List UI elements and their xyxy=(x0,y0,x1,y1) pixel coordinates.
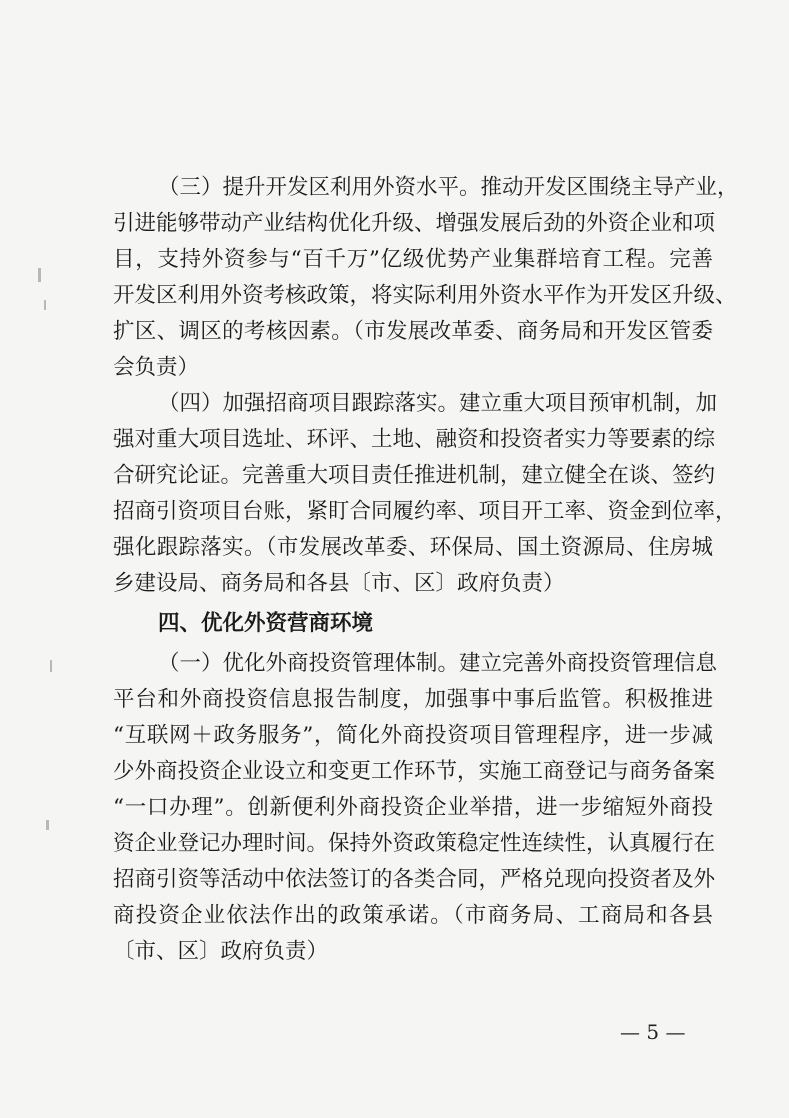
paragraph-line: 引进能够带动产业结构优化升级、增强发展后劲的外资企业和项 xyxy=(113,211,716,236)
paragraph-line: 强化跟踪落实。（市发展改革委、环保局、国土资源局、住房城 xyxy=(113,535,713,560)
paragraph-line: “一口办理”。创新便利外商投资企业举措，进一步缩短外商投 xyxy=(113,795,713,820)
paragraph-line: 开发区利用外资考核政策，将实际利用外资水平作为开发区升级、 xyxy=(113,283,737,308)
paragraph-line: 招商引资等活动中依法签订的各类合同，严格兑现向投资者及外 xyxy=(113,867,716,892)
scan-mark xyxy=(46,820,49,830)
paragraph-line: （三）提升开发区利用外资水平。推动开发区围绕主导产业， xyxy=(158,175,739,200)
paragraph-line: 商投资企业依法作出的政策承诺。（市商务局、工商局和各县 xyxy=(113,903,713,928)
scan-mark xyxy=(38,268,41,282)
paragraph-line: 资企业登记办理时间。保持外资政策稳定性连续性，认真履行在 xyxy=(113,831,716,856)
paragraph-line: （四）加强招商项目跟踪落实。建立重大项目预审机制，加 xyxy=(158,391,718,416)
paragraph-line: 〔市、区〕政府负责） xyxy=(113,939,329,964)
section-heading: 四、优化外资营商环境 xyxy=(158,611,374,636)
paragraph-line: 扩区、调区的考核因素。（市发展改革委、商务局和开发区管委 xyxy=(113,319,713,344)
paragraph-line: 少外商投资企业设立和变更工作环节，实施工商登记与商务备案 xyxy=(113,759,716,784)
page-number: — 5 — xyxy=(620,1020,686,1044)
scan-mark xyxy=(44,300,46,310)
paragraph-line: 合研究论证。完善重大项目责任推进机制，建立健全在谈、签约 xyxy=(113,463,716,488)
paragraph-line: “互联网＋政务服务”，简化外商投资项目管理程序，进一步减 xyxy=(113,723,713,748)
paragraph-line: 平台和外商投资信息报告制度，加强事中事后监管。积极推进 xyxy=(113,687,713,712)
paragraph-line: 乡建设局、商务局和各县〔市、区〕政府负责） xyxy=(113,571,565,596)
paragraph-line: 招商引资项目台账，紧盯合同履约率、项目开工率、资金到位率， xyxy=(113,499,737,524)
paragraph-line: （一）优化外商投资管理体制。建立完善外商投资管理信息 xyxy=(158,651,718,676)
paragraph-line: 目，支持外资参与“百千万”亿级优势产业集群培育工程。完善 xyxy=(113,247,713,272)
paragraph-line: 强对重大项目选址、环评、土地、融资和投资者实力等要素的综 xyxy=(113,427,716,452)
scan-mark xyxy=(50,660,52,672)
paragraph-line: 会负责） xyxy=(113,355,200,380)
